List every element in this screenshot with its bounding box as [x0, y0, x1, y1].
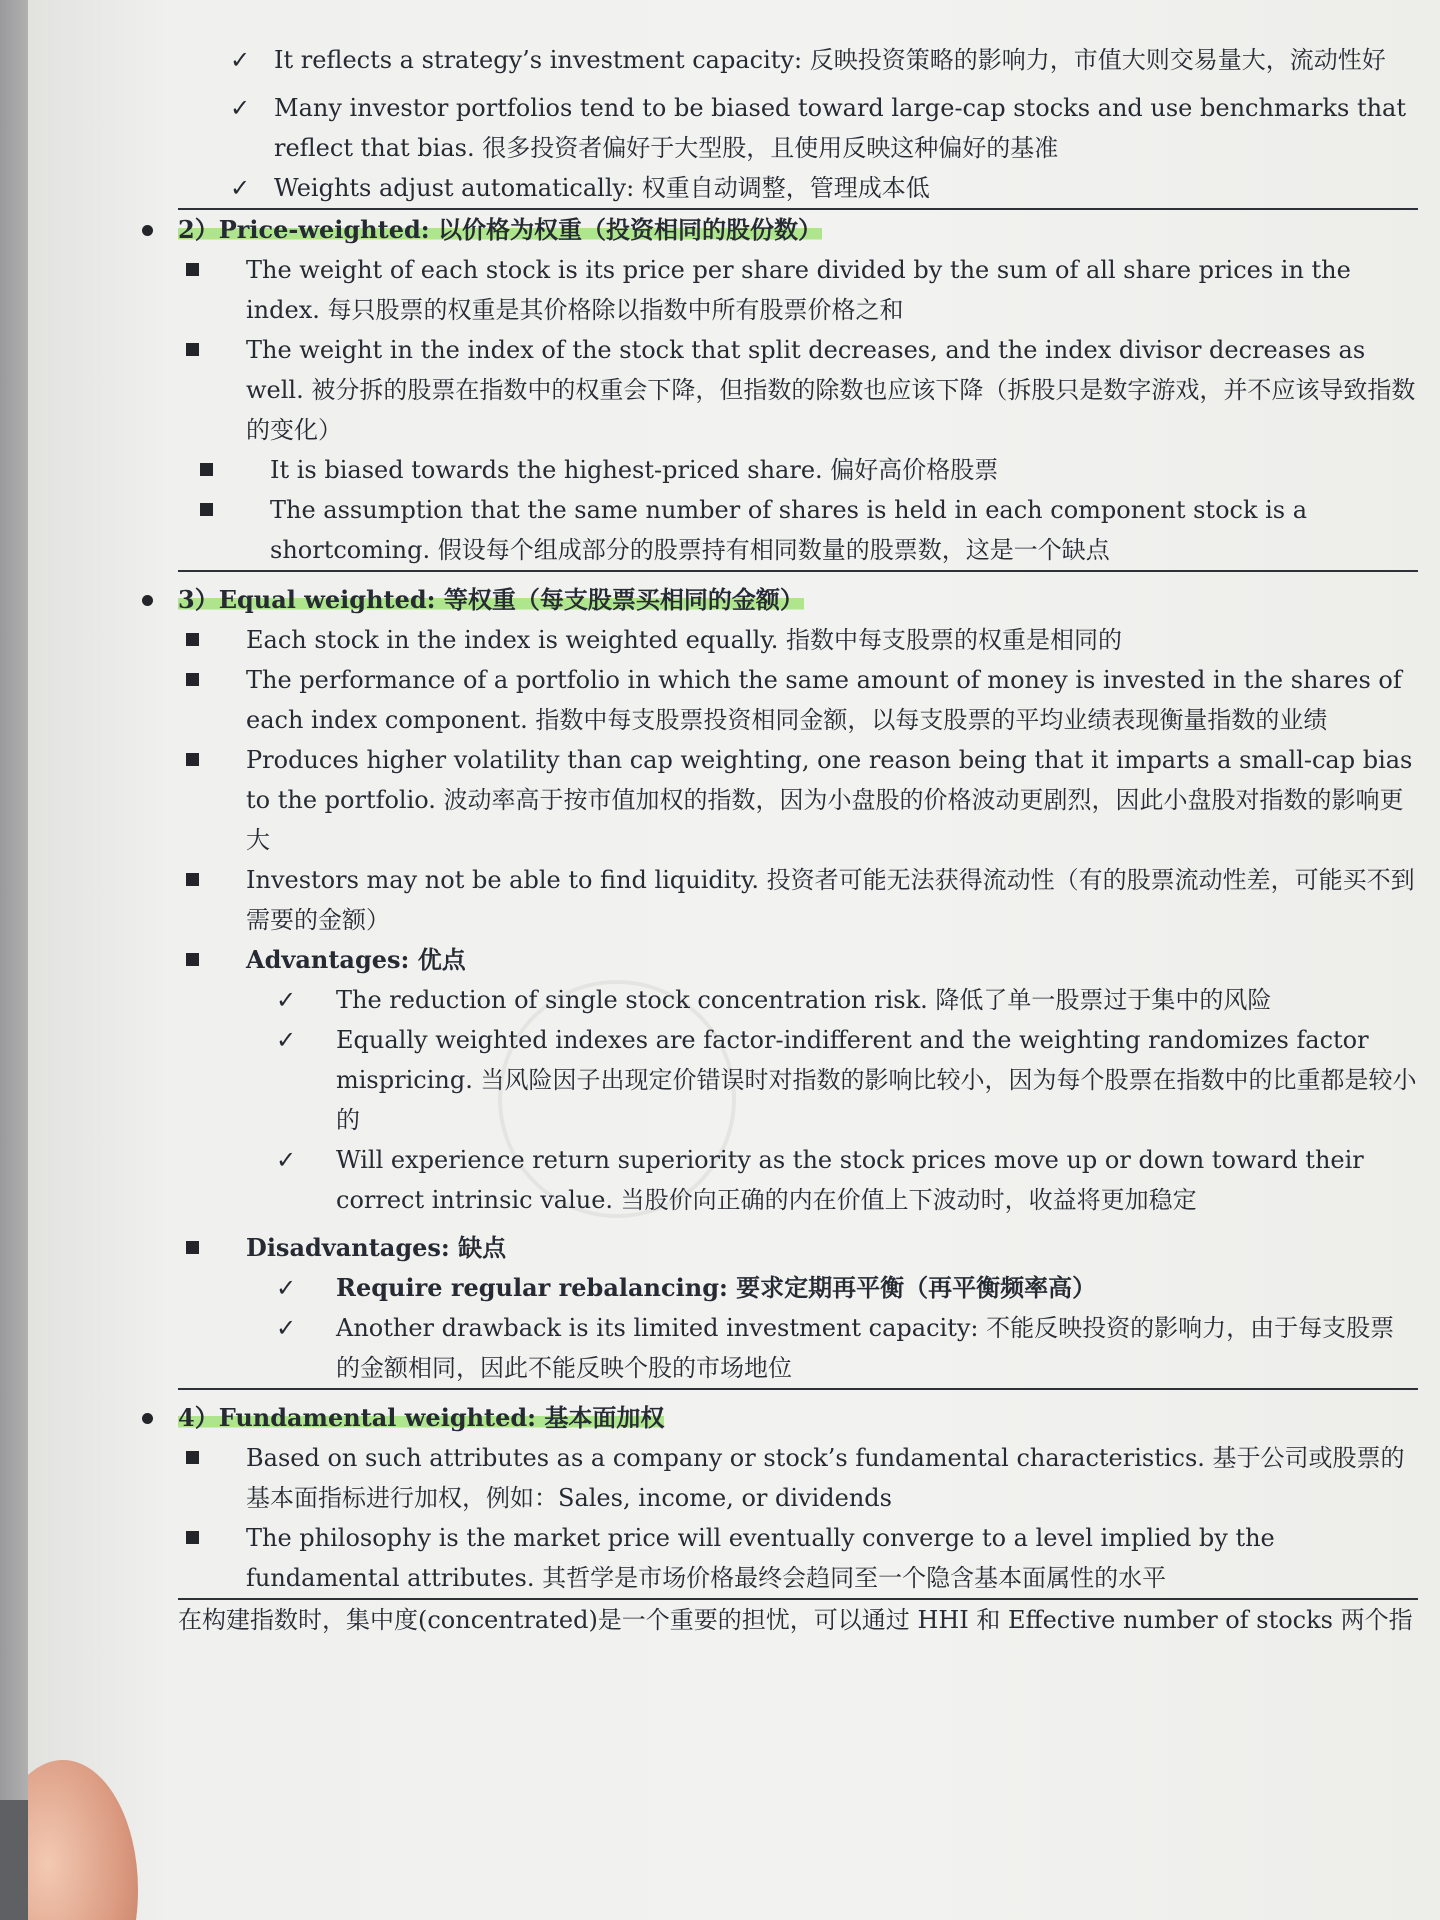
square-bullet-icon — [186, 1451, 199, 1464]
square-bullet-icon — [186, 1241, 199, 1254]
list-item — [178, 980, 1418, 1020]
item-text: The weight in the index of the stock that split decreases, and the index divisor decreases as well. 被分拆的股票在指数中的权重会下降，但指数的除数也应该下降（拆股只是数字游戏，并不应该导致指数的变化） — [246, 336, 1416, 444]
item-text: Will experience return superiority as the stock prices move up or down toward their correct intrinsic value. 当股价向正确的内在价值上下波动时，收益将更加稳定 — [336, 1146, 1364, 1214]
item-text: Investors may not be able to find liquidity. 投资者可能无法获得流动性（有的股票流动性差，可能买不到需要的金额） — [246, 866, 1415, 934]
list-item — [178, 1020, 1418, 1140]
advantages-heading — [178, 940, 1418, 980]
item-text: Produces higher volatility than cap weighting, one reason being that it imparts a small-cap bias to the portfolio. 波动率高于按市值加权的指数，因为小盘股的价格波动更剧烈，因此小盘股对指数的影响更大 — [246, 746, 1413, 854]
item-text: Disadvantages: 缺点 — [246, 1233, 507, 1262]
list-item — [178, 330, 1418, 450]
section-heading — [178, 580, 1418, 620]
list-item — [178, 1268, 1418, 1308]
list-item — [178, 660, 1418, 740]
heading-text: 2）Price-weighted: 以价格为权重（投资相同的股份数） — [178, 215, 822, 244]
item-text: Require regular rebalancing: 要求定期再平衡（再平衡频率高） — [336, 1273, 1097, 1302]
item-text: It reflects a strategy’s investment capacity: 反映投资策略的影响力，市值大则交易量大，流动性好 — [274, 46, 1386, 74]
item-text: Weights adjust automatically: 权重自动调整，管理成本低 — [274, 174, 930, 202]
bullet-dot-icon — [142, 225, 153, 236]
list-item — [178, 250, 1418, 330]
item-text: Advantages: 优点 — [246, 945, 466, 974]
item-text: It is biased towards the highest-priced share. 偏好高价格股票 — [270, 456, 999, 484]
check-icon: ✓ — [276, 1026, 297, 1054]
list-item — [178, 450, 1418, 490]
list-item — [178, 620, 1418, 660]
footer-paragraph — [178, 1600, 1418, 1640]
item-text: The assumption that the same number of shares is held in each component stock is a shortcoming. 假设每个组成部分的股票持有相同数量的股票数，这是一个缺点 — [270, 496, 1308, 564]
square-bullet-icon — [186, 673, 199, 686]
bullet-dot-icon — [142, 1413, 153, 1424]
heading-text: 4）Fundamental weighted: 基本面加权 — [178, 1403, 665, 1432]
item-text: Based on such attributes as a company or stock’s fundamental characteristics. 基于公司或股票的基本面指标进行加权，例如：Sales, income, or dividends — [246, 1444, 1405, 1512]
textbook-page — [28, 0, 1440, 1920]
square-bullet-icon — [200, 463, 213, 476]
bullet-dot-icon — [142, 595, 153, 606]
square-bullet-icon — [186, 263, 199, 276]
check-icon: ✓ — [230, 174, 251, 202]
list-item — [178, 1438, 1418, 1518]
check-icon: ✓ — [276, 1314, 297, 1342]
square-bullet-icon — [186, 873, 199, 886]
section-heading — [178, 210, 1418, 250]
list-item — [178, 1140, 1418, 1220]
item-text: Each stock in the index is weighted equally. 指数中每支股票的权重是相同的 — [246, 626, 1122, 654]
item-text: 在构建指数时，集中度(concentrated)是一个重要的担忧，可以通过 HHI 和 Effective number of stocks 两个指 — [178, 1606, 1413, 1634]
section-heading — [178, 1398, 1418, 1438]
item-text: The reduction of single stock concentration risk. 降低了单一股票过于集中的风险 — [336, 986, 1272, 1014]
list-item — [178, 860, 1418, 940]
check-icon: ✓ — [230, 94, 251, 122]
item-text: Another drawback is its limited investment capacity: 不能反映投资的影响力，由于每支股票的金额相同，因此不能反映个股的市场地位 — [336, 1314, 1395, 1382]
finger-photo-artifact — [28, 1760, 138, 1920]
list-item — [178, 1518, 1418, 1598]
item-text: The philosophy is the market price will eventually converge to a level implied by the fundamental attributes. 其哲学是市场价格最终会趋同至一个隐含基本面属性的水平 — [246, 1524, 1275, 1592]
list-item — [178, 490, 1418, 570]
square-bullet-icon — [186, 753, 199, 766]
item-text: The weight of each stock is its price per share divided by the sum of all share prices in the index. 每只股票的权重是其价格除以指数中所有股票价格之和 — [246, 256, 1351, 324]
heading-text: 3）Equal weighted: 等权重（每支股票买相同的金额） — [178, 585, 804, 614]
square-bullet-icon — [186, 1531, 199, 1544]
list-item — [178, 168, 1418, 208]
page-content — [178, 40, 1418, 1640]
square-bullet-icon — [186, 633, 199, 646]
list-item — [178, 740, 1418, 860]
item-text: The performance of a portfolio in which the same amount of money is invested in the shares of each index component. 指数中每支股票投资相同金额，以每支股票的平均业绩表现衡量指数的业绩 — [246, 666, 1402, 734]
check-icon: ✓ — [276, 1146, 297, 1174]
square-bullet-icon — [200, 503, 213, 516]
item-text: Equally weighted indexes are factor-indifferent and the weighting randomizes factor mispricing. 当风险因子出现定价错误时对指数的影响比较小，因为每个股票在指数中的比重都是较小的 — [336, 1026, 1417, 1134]
square-bullet-icon — [186, 953, 199, 966]
list-item — [178, 88, 1418, 168]
disadvantages-heading — [178, 1228, 1418, 1268]
check-icon: ✓ — [276, 986, 297, 1014]
check-icon: ✓ — [276, 1274, 297, 1302]
square-bullet-icon — [186, 343, 199, 356]
list-item — [178, 40, 1418, 80]
list-item — [178, 1308, 1418, 1388]
item-text: Many investor portfolios tend to be biased toward large-cap stocks and use benchmarks that reflect that bias. 很多投资者偏好于大型股，且使用反映这种偏好的基准 — [274, 94, 1407, 162]
check-icon: ✓ — [230, 46, 251, 74]
